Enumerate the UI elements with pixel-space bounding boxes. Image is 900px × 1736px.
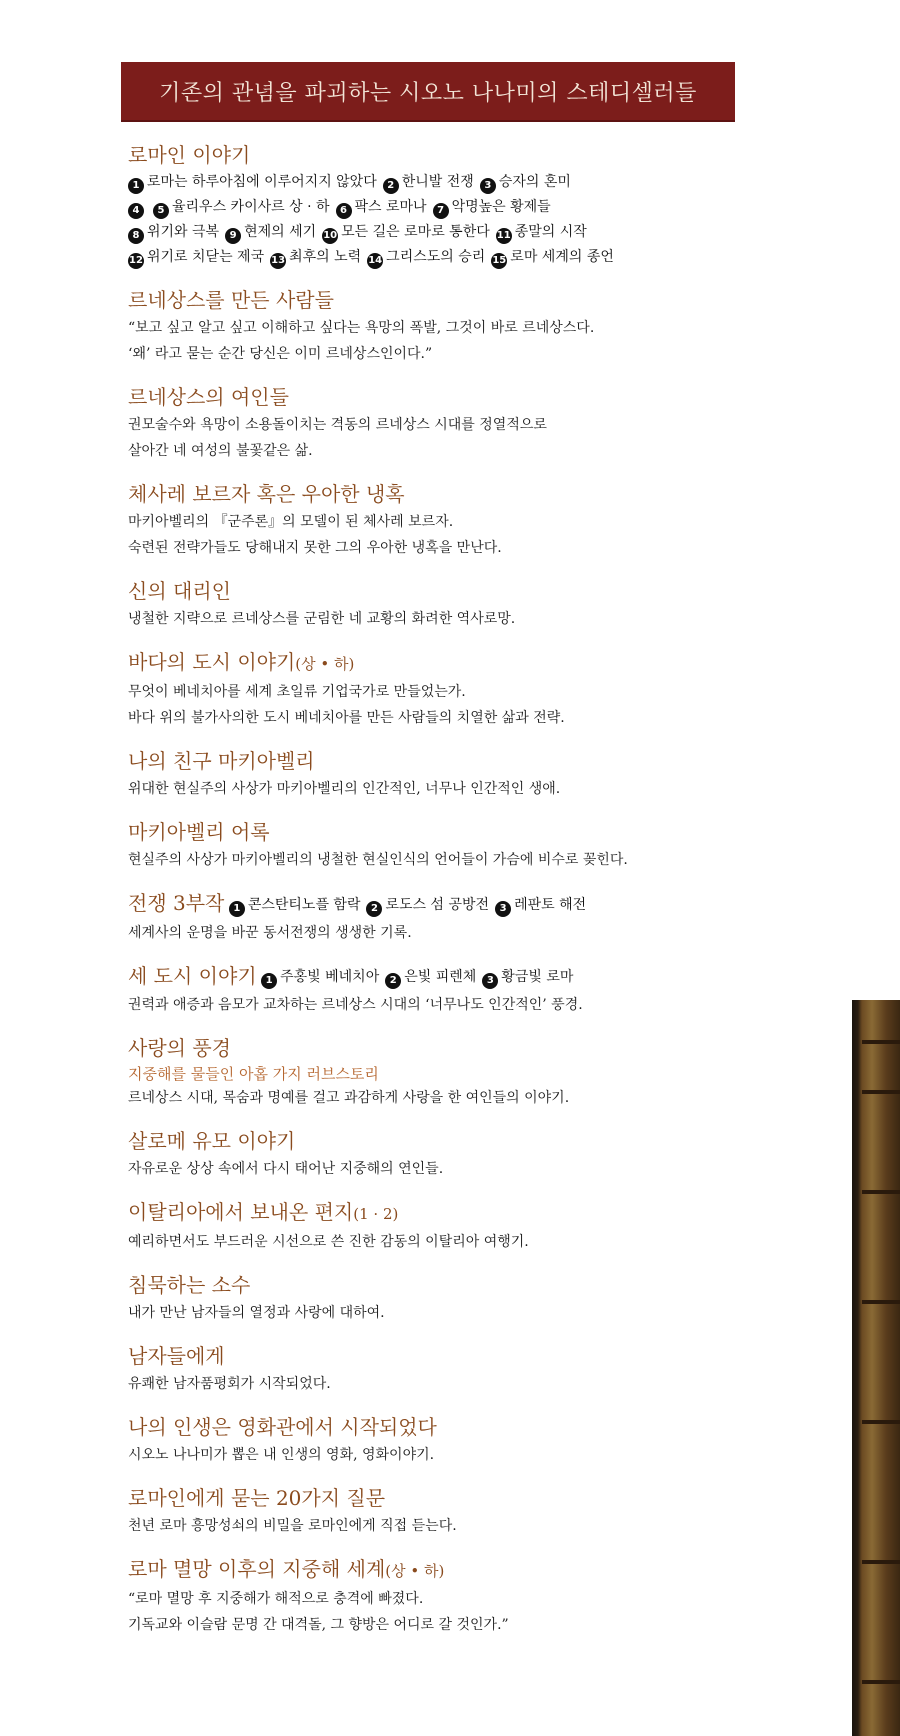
book-title: 로마 멸망 이후의 지중해 세계	[128, 1557, 386, 1581]
volume-title: 주홍빛 베네치아	[280, 969, 380, 985]
volume-number-icon: 6	[336, 203, 352, 219]
volume-list	[224, 897, 592, 913]
book-entry	[128, 961, 768, 1019]
volume-item	[261, 969, 379, 985]
book-description: 무엇이 베네치아를 세계 초일류 기업국가로 만들었는가.	[128, 684, 466, 700]
book-description: 권력과 애증과 음모가 교차하는 르네상스 시대의 ‘너무나도 인간적인’ 풍경.	[128, 997, 583, 1013]
volume-title: 종말의 시작	[514, 224, 587, 240]
book-entry	[128, 382, 768, 464]
volume-title: 팍스 로마나	[354, 199, 427, 215]
book-title-line	[128, 140, 768, 170]
volume-item	[496, 224, 587, 240]
book-title: 침묵하는 소수	[128, 1273, 251, 1297]
book-title-line	[128, 479, 768, 509]
book-description: 기독교와 이슬람 문명 간 대격돌, 그 향방은 어디로 갈 것인가.”	[128, 1617, 509, 1633]
volume-item	[128, 249, 264, 265]
volume-line	[128, 245, 768, 270]
volume-line	[128, 170, 768, 195]
volume-number-icon: 7	[433, 203, 449, 219]
book-title-line	[128, 647, 768, 679]
volume-number-icon: 1	[229, 901, 245, 917]
volume-item	[225, 224, 316, 240]
book-entry	[128, 1270, 768, 1326]
book-description: 르네상스 시대, 목숨과 명예를 걸고 과감하게 사랑을 한 여인들의 이야기.	[128, 1090, 570, 1106]
volume-item	[153, 199, 330, 215]
volume-list	[257, 969, 580, 985]
book-title-line	[128, 888, 768, 920]
volume-title: 로마는 하루아침에 이루어지지 않았다	[147, 174, 377, 190]
book-entry	[128, 1554, 768, 1638]
volume-number-icon: 2	[383, 178, 399, 194]
volume-number-icon: 3	[480, 178, 496, 194]
volume-line	[128, 220, 768, 245]
volume-title: 로도스 섬 공방전	[385, 896, 490, 913]
book-title: 전쟁 3부작	[128, 891, 225, 915]
book-description: 권모술수와 욕망이 소용돌이치는 격동의 르네상스 시대를 정열적으로	[128, 417, 547, 433]
book-description: 냉철한 지략으로 르네상스를 군림한 네 교황의 화려한 역사로망.	[128, 611, 516, 627]
volume-item	[433, 199, 551, 215]
volume-number-icon: 3	[495, 901, 511, 917]
volume-title: 그리스도의 승리	[386, 249, 486, 265]
volume-number-icon: 4	[128, 203, 144, 219]
book-title: 로마인에게 묻는 20가지 질문	[128, 1486, 386, 1510]
book-entry	[128, 285, 768, 367]
volume-item	[322, 224, 490, 240]
book-entry	[128, 1033, 768, 1111]
book-entry	[128, 1483, 768, 1539]
book-description: “보고 싶고 알고 싶고 이해하고 싶다는 욕망의 폭발, 그것이 바로 르네상스다.	[128, 320, 595, 336]
book-title: 르네상스의 여인들	[128, 385, 289, 409]
volume-title: 모든 길은 로마로 통한다	[341, 224, 490, 240]
book-title: 마키아벨리 어록	[128, 820, 270, 844]
volume-title: 최후의 노력	[289, 249, 362, 265]
volume-item	[128, 224, 219, 240]
volume-number-icon: 12	[128, 253, 144, 269]
volume-title: 위기와 극복	[147, 224, 220, 240]
book-title-line	[128, 817, 768, 847]
volume-title: 한니발 전쟁	[401, 174, 474, 190]
volume-title: 위기로 치닫는 제국	[147, 249, 265, 265]
volume-item	[270, 249, 361, 265]
volume-item	[491, 249, 614, 265]
book-entry	[128, 1341, 768, 1397]
volume-number-icon: 5	[153, 203, 169, 219]
book-title: 로마인 이야기	[128, 143, 251, 167]
volume-number-icon: 3	[482, 973, 498, 989]
volume-item	[128, 174, 377, 190]
book-description: 살아간 네 여성의 불꽃같은 삶.	[128, 443, 313, 459]
book-description: “로마 멸망 후 지중해가 해적으로 충격에 빠졌다.	[128, 1591, 424, 1607]
volume-item	[336, 199, 427, 215]
volume-number-icon: 2	[385, 973, 401, 989]
book-title: 사랑의 풍경	[128, 1036, 231, 1060]
book-description: ‘왜’ 라고 묻는 순간 당신은 이미 르네상스인이다.”	[128, 346, 433, 362]
book-title-line	[128, 1483, 768, 1513]
header-title: 기존의 관념을 파괴하는 시오노 나나미의 스테디셀러들	[159, 80, 697, 106]
volume-item	[128, 199, 147, 215]
book-description: 세계사의 운명을 바꾼 동서전쟁의 생생한 기록.	[128, 924, 412, 941]
volume-number-icon: 13	[270, 253, 286, 269]
book-title: 바다의 도시 이야기	[128, 650, 296, 674]
volume-title: 현제의 세기	[244, 224, 317, 240]
book-description: 바다 위의 불가사의한 도시 베네치아를 만든 사람들의 치열한 삶과 전략.	[128, 710, 565, 726]
volume-number-icon: 8	[128, 228, 144, 244]
book-description: 예리하면서도 부드러운 시선으로 쓴 진한 감동의 이탈리아 여행기.	[128, 1234, 529, 1250]
book-description: 내가 만난 남자들의 열정과 사랑에 대하여.	[128, 1305, 385, 1321]
volume-item	[366, 897, 489, 913]
book-title-line	[128, 285, 768, 315]
book-description: 마키아벨리의 『군주론』의 모델이 된 체사레 보르자.	[128, 514, 454, 530]
book-title-line	[128, 1126, 768, 1156]
book-title: 체사레 보르자 혹은 우아한 냉혹	[128, 482, 405, 506]
book-title-line	[128, 1341, 768, 1371]
book-title-line	[128, 1554, 768, 1586]
book-title: 세 도시 이야기	[128, 963, 257, 988]
book-description: 자유로운 상상 속에서 다시 태어난 지중해의 연인들.	[128, 1161, 444, 1177]
book-title: 이탈리아에서 보내온 편지	[128, 1200, 354, 1224]
book-title: 나의 인생은 영화관에서 시작되었다	[128, 1415, 437, 1439]
volume-number-icon: 15	[491, 253, 507, 269]
book-title-line	[128, 576, 768, 606]
volume-item	[383, 174, 474, 190]
book-description: 시오노 나나미가 뽑은 내 인생의 영화, 영화이야기.	[128, 1447, 435, 1463]
book-description: 현실주의 사상가 마키아벨리의 냉철한 현실인식의 언어들이 가슴에 비수로 꽂힌다.	[128, 852, 628, 868]
book-volume-note: (상 • 하)	[385, 1562, 445, 1580]
book-entry	[128, 647, 768, 731]
volume-number-icon: 2	[366, 901, 382, 917]
book-volume-note: (상 • 하)	[295, 655, 355, 673]
book-volume-note: (1 · 2)	[353, 1205, 399, 1223]
header-banner	[121, 62, 735, 122]
volume-title: 율리우스 카이사르 상 · 하	[172, 199, 330, 215]
volume-number-icon: 11	[496, 228, 512, 244]
book-title-line	[128, 1033, 768, 1063]
volume-title: 은빛 피렌체	[404, 969, 477, 985]
book-entry	[128, 1197, 768, 1255]
book-entry	[128, 576, 768, 632]
book-title: 신의 대리인	[128, 579, 231, 603]
book-entry	[128, 1126, 768, 1182]
book-entry	[128, 888, 768, 946]
book-description: 숙련된 전략가들도 당해내지 못한 그의 우아한 냉혹을 만난다.	[128, 540, 502, 556]
volume-title: 로마 세계의 종언	[510, 249, 614, 265]
volume-item	[367, 249, 485, 265]
book-title: 르네상스를 만든 사람들	[128, 288, 334, 312]
book-entry	[128, 479, 768, 561]
book-title-line	[128, 746, 768, 776]
volume-item	[480, 174, 571, 190]
volume-line	[128, 195, 768, 220]
book-description: 위대한 현실주의 사상가 마키아벨리의 인간적인, 너무나 인간적인 생애.	[128, 781, 561, 797]
book-list	[128, 140, 768, 1653]
book-description: 유쾌한 남자품평회가 시작되었다.	[128, 1376, 331, 1392]
volume-item	[385, 969, 476, 985]
volume-title: 황금빛 로마	[501, 969, 574, 985]
book-description: 천년 로마 흥망성쇠의 비밀을 로마인에게 직접 듣는다.	[128, 1518, 457, 1534]
volume-title: 승자의 혼미	[498, 174, 571, 190]
book-title-line	[128, 1270, 768, 1300]
book-title-line	[128, 961, 768, 993]
volume-number-icon: 10	[322, 228, 338, 244]
book-title-line	[128, 1197, 768, 1229]
volume-item	[482, 969, 573, 985]
book-subtitle: 지중해를 물들인 아홉 가지 러브스토리	[128, 1065, 379, 1083]
volume-number-icon: 1	[128, 178, 144, 194]
volume-item	[495, 897, 586, 913]
book-entry	[128, 1412, 768, 1468]
book-title: 나의 친구 마키아벨리	[128, 749, 315, 773]
book-cover-edge	[852, 1000, 900, 1736]
volume-title: 레판토 해전	[514, 896, 587, 913]
book-entry	[128, 817, 768, 873]
volume-number-icon: 9	[225, 228, 241, 244]
book-entry	[128, 140, 768, 270]
volume-title: 콘스탄티노플 함락	[247, 896, 361, 913]
book-title: 남자들에게	[128, 1344, 225, 1368]
book-title-line	[128, 1412, 768, 1442]
book-entry	[128, 746, 768, 802]
book-title: 살로메 유모 이야기	[128, 1129, 296, 1153]
book-title-line	[128, 382, 768, 412]
volume-item	[229, 897, 361, 913]
volume-number-icon: 1	[261, 973, 277, 989]
volume-title: 악명높은 황제들	[451, 199, 551, 215]
volume-number-icon: 14	[367, 253, 383, 269]
